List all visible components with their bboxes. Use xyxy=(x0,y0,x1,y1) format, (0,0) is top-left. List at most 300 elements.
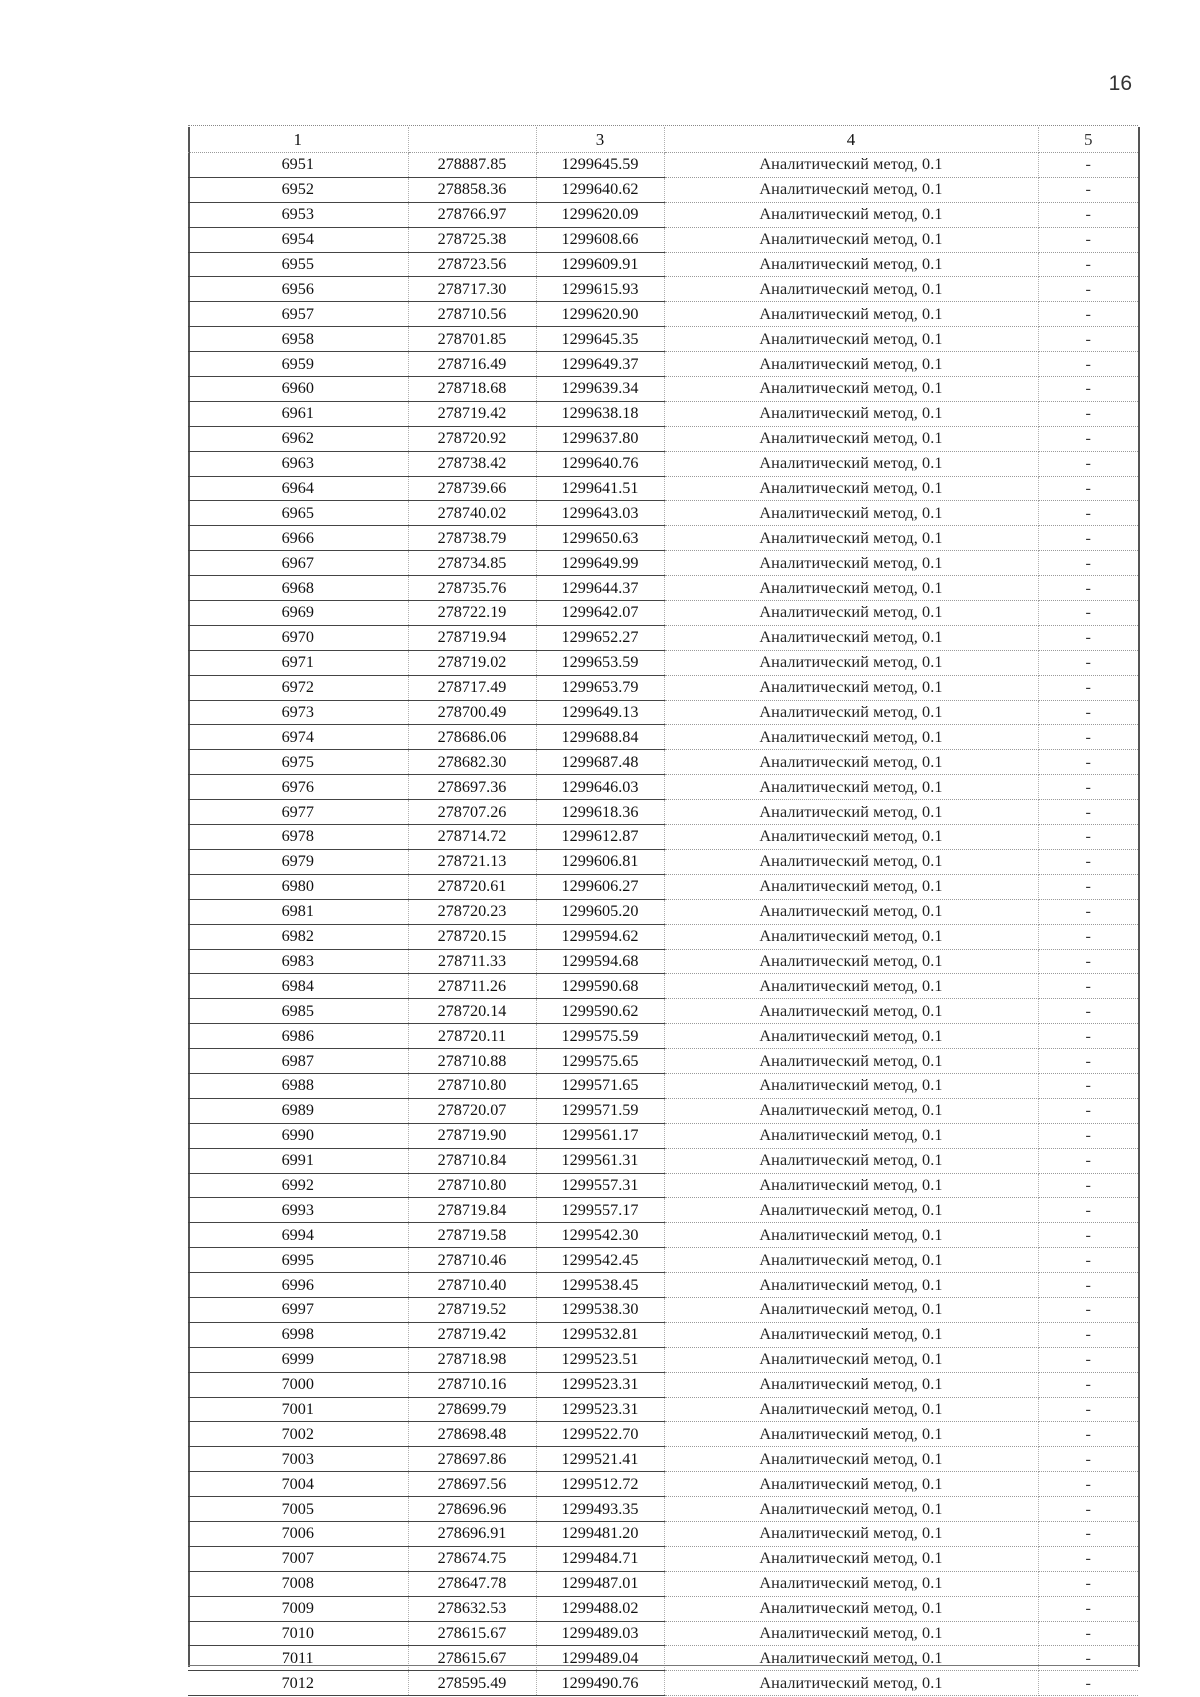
cell-x-coordinate: 278595.49 xyxy=(408,1671,536,1696)
cell-method: Аналитический метод, 0.1 xyxy=(664,252,1038,277)
cell-point-number: 6963 xyxy=(188,451,408,476)
table-row xyxy=(188,153,1138,178)
cell-y-coordinate: 1299542.45 xyxy=(536,1248,664,1273)
header-col-4: 4 xyxy=(664,127,1038,153)
table-row xyxy=(188,750,1138,775)
cell-point-number: 6965 xyxy=(188,501,408,526)
header-col-5: 5 xyxy=(1038,127,1138,153)
table-row xyxy=(188,1447,1138,1472)
table-row xyxy=(188,849,1138,874)
cell-method: Аналитический метод, 0.1 xyxy=(664,924,1038,949)
cell-x-coordinate: 278719.02 xyxy=(408,650,536,675)
cell-col5: - xyxy=(1038,1347,1138,1372)
cell-y-coordinate: 1299639.34 xyxy=(536,377,664,402)
cell-method: Аналитический метод, 0.1 xyxy=(664,1372,1038,1397)
cell-x-coordinate: 278615.67 xyxy=(408,1621,536,1646)
cell-y-coordinate: 1299532.81 xyxy=(536,1322,664,1347)
cell-col5: - xyxy=(1038,177,1138,202)
cell-point-number: 6984 xyxy=(188,974,408,999)
cell-col5: - xyxy=(1038,1322,1138,1347)
cell-y-coordinate: 1299620.90 xyxy=(536,302,664,327)
cell-point-number: 7001 xyxy=(188,1397,408,1422)
cell-method: Аналитический метод, 0.1 xyxy=(664,825,1038,850)
table-right-border xyxy=(1138,127,1140,1667)
cell-y-coordinate: 1299605.20 xyxy=(536,899,664,924)
cell-x-coordinate: 278696.96 xyxy=(408,1497,536,1522)
cell-x-coordinate: 278719.58 xyxy=(408,1223,536,1248)
cell-x-coordinate: 278766.97 xyxy=(408,202,536,227)
cell-method: Аналитический метод, 0.1 xyxy=(664,177,1038,202)
cell-method: Аналитический метод, 0.1 xyxy=(664,1123,1038,1148)
cell-point-number: 6962 xyxy=(188,426,408,451)
table-top-rule xyxy=(188,125,1138,126)
cell-method: Аналитический метод, 0.1 xyxy=(664,327,1038,352)
cell-x-coordinate: 278719.42 xyxy=(408,401,536,426)
cell-col5: - xyxy=(1038,426,1138,451)
cell-col5: - xyxy=(1038,750,1138,775)
table-row xyxy=(188,352,1138,377)
table-row xyxy=(188,327,1138,352)
cell-y-coordinate: 1299489.04 xyxy=(536,1646,664,1671)
table-row xyxy=(188,625,1138,650)
cell-x-coordinate: 278615.67 xyxy=(408,1646,536,1671)
table-row xyxy=(188,302,1138,327)
cell-point-number: 6956 xyxy=(188,277,408,302)
cell-y-coordinate: 1299688.84 xyxy=(536,725,664,750)
cell-method: Аналитический метод, 0.1 xyxy=(664,1671,1038,1696)
cell-x-coordinate: 278719.84 xyxy=(408,1198,536,1223)
cell-method: Аналитический метод, 0.1 xyxy=(664,202,1038,227)
cell-col5: - xyxy=(1038,1049,1138,1074)
table-row xyxy=(188,1621,1138,1646)
cell-col5: - xyxy=(1038,277,1138,302)
cell-point-number: 6972 xyxy=(188,675,408,700)
table-row xyxy=(188,1571,1138,1596)
cell-col5: - xyxy=(1038,800,1138,825)
cell-x-coordinate: 278718.68 xyxy=(408,377,536,402)
cell-col5: - xyxy=(1038,825,1138,850)
cell-point-number: 7007 xyxy=(188,1546,408,1571)
cell-col5: - xyxy=(1038,451,1138,476)
cell-point-number: 6989 xyxy=(188,1098,408,1123)
cell-y-coordinate: 1299538.45 xyxy=(536,1273,664,1298)
table-row xyxy=(188,1397,1138,1422)
cell-method: Аналитический метод, 0.1 xyxy=(664,899,1038,924)
cell-x-coordinate: 278714.72 xyxy=(408,825,536,850)
cell-col5: - xyxy=(1038,1024,1138,1049)
cell-col5: - xyxy=(1038,1123,1138,1148)
cell-point-number: 7003 xyxy=(188,1447,408,1472)
table-row xyxy=(188,924,1138,949)
table-row xyxy=(188,1273,1138,1298)
table-row xyxy=(188,277,1138,302)
cell-y-coordinate: 1299557.31 xyxy=(536,1173,664,1198)
table-row xyxy=(188,825,1138,850)
cell-col5: - xyxy=(1038,1198,1138,1223)
table-row xyxy=(188,1546,1138,1571)
cell-point-number: 7010 xyxy=(188,1621,408,1646)
table-row xyxy=(188,1049,1138,1074)
cell-col5: - xyxy=(1038,227,1138,252)
cell-col5: - xyxy=(1038,1497,1138,1522)
cell-col5: - xyxy=(1038,1148,1138,1173)
cell-y-coordinate: 1299575.65 xyxy=(536,1049,664,1074)
cell-x-coordinate: 278720.92 xyxy=(408,426,536,451)
cell-method: Аналитический метод, 0.1 xyxy=(664,974,1038,999)
table-row xyxy=(188,1024,1138,1049)
table-row xyxy=(188,1347,1138,1372)
table-row xyxy=(188,650,1138,675)
cell-point-number: 6977 xyxy=(188,800,408,825)
cell-point-number: 7006 xyxy=(188,1521,408,1546)
table-row xyxy=(188,1223,1138,1248)
cell-y-coordinate: 1299557.17 xyxy=(536,1198,664,1223)
cell-col5: - xyxy=(1038,874,1138,899)
cell-y-coordinate: 1299649.13 xyxy=(536,700,664,725)
cell-point-number: 6992 xyxy=(188,1173,408,1198)
cell-y-coordinate: 1299609.91 xyxy=(536,252,664,277)
cell-col5: - xyxy=(1038,601,1138,626)
cell-method: Аналитический метод, 0.1 xyxy=(664,849,1038,874)
cell-point-number: 6993 xyxy=(188,1198,408,1223)
cell-method: Аналитический метод, 0.1 xyxy=(664,1546,1038,1571)
cell-y-coordinate: 1299493.35 xyxy=(536,1497,664,1522)
cell-x-coordinate: 278735.76 xyxy=(408,576,536,601)
cell-col5: - xyxy=(1038,1621,1138,1646)
table-row xyxy=(188,800,1138,825)
cell-col5: - xyxy=(1038,1671,1138,1696)
cell-y-coordinate: 1299618.36 xyxy=(536,800,664,825)
cell-method: Аналитический метод, 0.1 xyxy=(664,1148,1038,1173)
cell-point-number: 6995 xyxy=(188,1248,408,1273)
cell-col5: - xyxy=(1038,1472,1138,1497)
cell-y-coordinate: 1299638.18 xyxy=(536,401,664,426)
cell-col5: - xyxy=(1038,974,1138,999)
cell-col5: - xyxy=(1038,252,1138,277)
cell-point-number: 7012 xyxy=(188,1671,408,1696)
cell-point-number: 7004 xyxy=(188,1472,408,1497)
cell-point-number: 7009 xyxy=(188,1596,408,1621)
coordinates-table-wrapper xyxy=(188,127,1138,1696)
cell-method: Аналитический метод, 0.1 xyxy=(664,999,1038,1024)
cell-x-coordinate: 278887.85 xyxy=(408,153,536,178)
cell-point-number: 6979 xyxy=(188,849,408,874)
cell-col5: - xyxy=(1038,700,1138,725)
cell-col5: - xyxy=(1038,202,1138,227)
cell-point-number: 6975 xyxy=(188,750,408,775)
cell-y-coordinate: 1299590.62 xyxy=(536,999,664,1024)
table-row xyxy=(188,426,1138,451)
table-row xyxy=(188,1073,1138,1098)
cell-col5: - xyxy=(1038,949,1138,974)
cell-point-number: 6981 xyxy=(188,899,408,924)
cell-col5: - xyxy=(1038,999,1138,1024)
table-row xyxy=(188,1521,1138,1546)
table-row xyxy=(188,1173,1138,1198)
table-row xyxy=(188,202,1138,227)
cell-method: Аналитический метод, 0.1 xyxy=(664,476,1038,501)
cell-y-coordinate: 1299640.76 xyxy=(536,451,664,476)
cell-col5: - xyxy=(1038,153,1138,178)
coordinates-table xyxy=(188,127,1138,1696)
cell-x-coordinate: 278738.42 xyxy=(408,451,536,476)
cell-method: Аналитический метод, 0.1 xyxy=(664,949,1038,974)
cell-method: Аналитический метод, 0.1 xyxy=(664,1347,1038,1372)
cell-method: Аналитический метод, 0.1 xyxy=(664,1173,1038,1198)
cell-col5: - xyxy=(1038,476,1138,501)
cell-point-number: 6970 xyxy=(188,625,408,650)
cell-point-number: 6997 xyxy=(188,1297,408,1322)
cell-point-number: 6983 xyxy=(188,949,408,974)
cell-x-coordinate: 278711.26 xyxy=(408,974,536,999)
cell-method: Аналитический метод, 0.1 xyxy=(664,1596,1038,1621)
table-header-row xyxy=(188,127,1138,153)
cell-method: Аналитический метод, 0.1 xyxy=(664,725,1038,750)
cell-y-coordinate: 1299645.59 xyxy=(536,153,664,178)
cell-col5: - xyxy=(1038,327,1138,352)
table-row xyxy=(188,252,1138,277)
cell-x-coordinate: 278719.90 xyxy=(408,1123,536,1148)
cell-x-coordinate: 278720.11 xyxy=(408,1024,536,1049)
cell-method: Аналитический метод, 0.1 xyxy=(664,700,1038,725)
cell-y-coordinate: 1299488.02 xyxy=(536,1596,664,1621)
cell-y-coordinate: 1299522.70 xyxy=(536,1422,664,1447)
cell-method: Аналитический метод, 0.1 xyxy=(664,1521,1038,1546)
cell-method: Аналитический метод, 0.1 xyxy=(664,1472,1038,1497)
cell-point-number: 6987 xyxy=(188,1049,408,1074)
cell-y-coordinate: 1299521.41 xyxy=(536,1447,664,1472)
cell-col5: - xyxy=(1038,576,1138,601)
cell-point-number: 7000 xyxy=(188,1372,408,1397)
cell-method: Аналитический метод, 0.1 xyxy=(664,426,1038,451)
cell-method: Аналитический метод, 0.1 xyxy=(664,1073,1038,1098)
table-row xyxy=(188,601,1138,626)
table-row xyxy=(188,1248,1138,1273)
cell-point-number: 6966 xyxy=(188,526,408,551)
cell-point-number: 6988 xyxy=(188,1073,408,1098)
cell-point-number: 6980 xyxy=(188,874,408,899)
cell-col5: - xyxy=(1038,1596,1138,1621)
cell-method: Аналитический метод, 0.1 xyxy=(664,277,1038,302)
cell-point-number: 7011 xyxy=(188,1646,408,1671)
cell-point-number: 6959 xyxy=(188,352,408,377)
cell-method: Аналитический метод, 0.1 xyxy=(664,576,1038,601)
table-row xyxy=(188,1497,1138,1522)
table-row xyxy=(188,1098,1138,1123)
table-row xyxy=(188,1472,1138,1497)
cell-x-coordinate: 278710.40 xyxy=(408,1273,536,1298)
cell-x-coordinate: 278686.06 xyxy=(408,725,536,750)
cell-x-coordinate: 278700.49 xyxy=(408,700,536,725)
cell-y-coordinate: 1299644.37 xyxy=(536,576,664,601)
cell-method: Аналитический метод, 0.1 xyxy=(664,625,1038,650)
cell-y-coordinate: 1299649.99 xyxy=(536,551,664,576)
cell-point-number: 6974 xyxy=(188,725,408,750)
table-row xyxy=(188,1322,1138,1347)
cell-x-coordinate: 278719.94 xyxy=(408,625,536,650)
cell-y-coordinate: 1299608.66 xyxy=(536,227,664,252)
cell-x-coordinate: 278710.16 xyxy=(408,1372,536,1397)
cell-col5: - xyxy=(1038,501,1138,526)
cell-point-number: 6951 xyxy=(188,153,408,178)
cell-point-number: 7002 xyxy=(188,1422,408,1447)
cell-col5: - xyxy=(1038,401,1138,426)
cell-col5: - xyxy=(1038,725,1138,750)
cell-x-coordinate: 278722.19 xyxy=(408,601,536,626)
header-col-2: 2 xyxy=(408,127,536,153)
cell-x-coordinate: 278710.80 xyxy=(408,1173,536,1198)
cell-x-coordinate: 278739.66 xyxy=(408,476,536,501)
cell-method: Аналитический метод, 0.1 xyxy=(664,1322,1038,1347)
cell-col5: - xyxy=(1038,775,1138,800)
cell-y-coordinate: 1299561.17 xyxy=(536,1123,664,1148)
cell-point-number: 6957 xyxy=(188,302,408,327)
cell-col5: - xyxy=(1038,1173,1138,1198)
table-row xyxy=(188,1123,1138,1148)
cell-point-number: 6986 xyxy=(188,1024,408,1049)
cell-method: Аналитический метод, 0.1 xyxy=(664,601,1038,626)
cell-col5: - xyxy=(1038,1646,1138,1671)
cell-x-coordinate: 278674.75 xyxy=(408,1546,536,1571)
cell-y-coordinate: 1299642.07 xyxy=(536,601,664,626)
cell-method: Аналитический метод, 0.1 xyxy=(664,1621,1038,1646)
cell-x-coordinate: 278710.46 xyxy=(408,1248,536,1273)
cell-y-coordinate: 1299641.51 xyxy=(536,476,664,501)
cell-x-coordinate: 278719.42 xyxy=(408,1322,536,1347)
table-row xyxy=(188,1646,1138,1671)
cell-x-coordinate: 278710.80 xyxy=(408,1073,536,1098)
cell-method: Аналитический метод, 0.1 xyxy=(664,352,1038,377)
cell-col5: - xyxy=(1038,302,1138,327)
cell-x-coordinate: 278740.02 xyxy=(408,501,536,526)
cell-col5: - xyxy=(1038,526,1138,551)
table-row xyxy=(188,227,1138,252)
cell-x-coordinate: 278697.36 xyxy=(408,775,536,800)
table-row xyxy=(188,1372,1138,1397)
table-row xyxy=(188,974,1138,999)
cell-method: Аналитический метод, 0.1 xyxy=(664,377,1038,402)
cell-col5: - xyxy=(1038,1571,1138,1596)
cell-x-coordinate: 278697.56 xyxy=(408,1472,536,1497)
cell-method: Аналитический метод, 0.1 xyxy=(664,1098,1038,1123)
cell-x-coordinate: 278720.23 xyxy=(408,899,536,924)
table-row xyxy=(188,377,1138,402)
cell-x-coordinate: 278719.52 xyxy=(408,1297,536,1322)
cell-point-number: 6955 xyxy=(188,252,408,277)
cell-y-coordinate: 1299594.68 xyxy=(536,949,664,974)
cell-method: Аналитический метод, 0.1 xyxy=(664,874,1038,899)
cell-x-coordinate: 278632.53 xyxy=(408,1596,536,1621)
cell-x-coordinate: 278734.85 xyxy=(408,551,536,576)
cell-method: Аналитический метод, 0.1 xyxy=(664,1198,1038,1223)
cell-method: Аналитический метод, 0.1 xyxy=(664,153,1038,178)
cell-y-coordinate: 1299538.30 xyxy=(536,1297,664,1322)
cell-x-coordinate: 278858.36 xyxy=(408,177,536,202)
table-row xyxy=(188,899,1138,924)
cell-method: Аналитический метод, 0.1 xyxy=(664,1223,1038,1248)
cell-col5: - xyxy=(1038,1422,1138,1447)
header-col-3: 3 xyxy=(536,127,664,153)
cell-x-coordinate: 278720.15 xyxy=(408,924,536,949)
cell-col5: - xyxy=(1038,650,1138,675)
cell-x-coordinate: 278716.49 xyxy=(408,352,536,377)
cell-x-coordinate: 278707.26 xyxy=(408,800,536,825)
cell-y-coordinate: 1299640.62 xyxy=(536,177,664,202)
cell-method: Аналитический метод, 0.1 xyxy=(664,775,1038,800)
cell-y-coordinate: 1299542.30 xyxy=(536,1223,664,1248)
cell-col5: - xyxy=(1038,1297,1138,1322)
cell-point-number: 6952 xyxy=(188,177,408,202)
cell-y-coordinate: 1299590.68 xyxy=(536,974,664,999)
cell-x-coordinate: 278701.85 xyxy=(408,327,536,352)
cell-point-number: 6976 xyxy=(188,775,408,800)
cell-method: Аналитический метод, 0.1 xyxy=(664,302,1038,327)
table-row xyxy=(188,401,1138,426)
table-row xyxy=(188,775,1138,800)
cell-y-coordinate: 1299615.93 xyxy=(536,277,664,302)
cell-x-coordinate: 278711.33 xyxy=(408,949,536,974)
cell-point-number: 6960 xyxy=(188,377,408,402)
cell-y-coordinate: 1299571.59 xyxy=(536,1098,664,1123)
cell-x-coordinate: 278717.49 xyxy=(408,675,536,700)
cell-method: Аналитический метод, 0.1 xyxy=(664,501,1038,526)
cell-col5: - xyxy=(1038,1273,1138,1298)
cell-y-coordinate: 1299606.27 xyxy=(536,874,664,899)
cell-x-coordinate: 278699.79 xyxy=(408,1397,536,1422)
cell-point-number: 6985 xyxy=(188,999,408,1024)
cell-point-number: 6996 xyxy=(188,1273,408,1298)
cell-y-coordinate: 1299637.80 xyxy=(536,426,664,451)
cell-point-number: 6954 xyxy=(188,227,408,252)
cell-y-coordinate: 1299687.48 xyxy=(536,750,664,775)
cell-method: Аналитический метод, 0.1 xyxy=(664,1273,1038,1298)
table-row xyxy=(188,1297,1138,1322)
cell-y-coordinate: 1299481.20 xyxy=(536,1521,664,1546)
cell-point-number: 6967 xyxy=(188,551,408,576)
cell-point-number: 6999 xyxy=(188,1347,408,1372)
table-row xyxy=(188,1198,1138,1223)
cell-method: Аналитический метод, 0.1 xyxy=(664,1397,1038,1422)
cell-x-coordinate: 278720.61 xyxy=(408,874,536,899)
cell-method: Аналитический метод, 0.1 xyxy=(664,1248,1038,1273)
cell-y-coordinate: 1299653.79 xyxy=(536,675,664,700)
table-row xyxy=(188,177,1138,202)
cell-x-coordinate: 278720.14 xyxy=(408,999,536,1024)
table-row xyxy=(188,725,1138,750)
cell-y-coordinate: 1299487.01 xyxy=(536,1571,664,1596)
cell-method: Аналитический метод, 0.1 xyxy=(664,227,1038,252)
cell-point-number: 6964 xyxy=(188,476,408,501)
cell-col5: - xyxy=(1038,1248,1138,1273)
cell-y-coordinate: 1299594.62 xyxy=(536,924,664,949)
cell-point-number: 6994 xyxy=(188,1223,408,1248)
cell-x-coordinate: 278720.07 xyxy=(408,1098,536,1123)
page-number: 16 xyxy=(1108,72,1132,95)
cell-method: Аналитический метод, 0.1 xyxy=(664,1497,1038,1522)
cell-y-coordinate: 1299523.31 xyxy=(536,1397,664,1422)
cell-col5: - xyxy=(1038,1073,1138,1098)
table-row xyxy=(188,949,1138,974)
cell-method: Аналитический метод, 0.1 xyxy=(664,1422,1038,1447)
table-row xyxy=(188,551,1138,576)
cell-x-coordinate: 278698.48 xyxy=(408,1422,536,1447)
table-row xyxy=(188,1422,1138,1447)
table-bottom-rule xyxy=(188,1665,1138,1666)
cell-point-number: 7008 xyxy=(188,1571,408,1596)
table-row xyxy=(188,1148,1138,1173)
cell-y-coordinate: 1299649.37 xyxy=(536,352,664,377)
cell-method: Аналитический метод, 0.1 xyxy=(664,401,1038,426)
